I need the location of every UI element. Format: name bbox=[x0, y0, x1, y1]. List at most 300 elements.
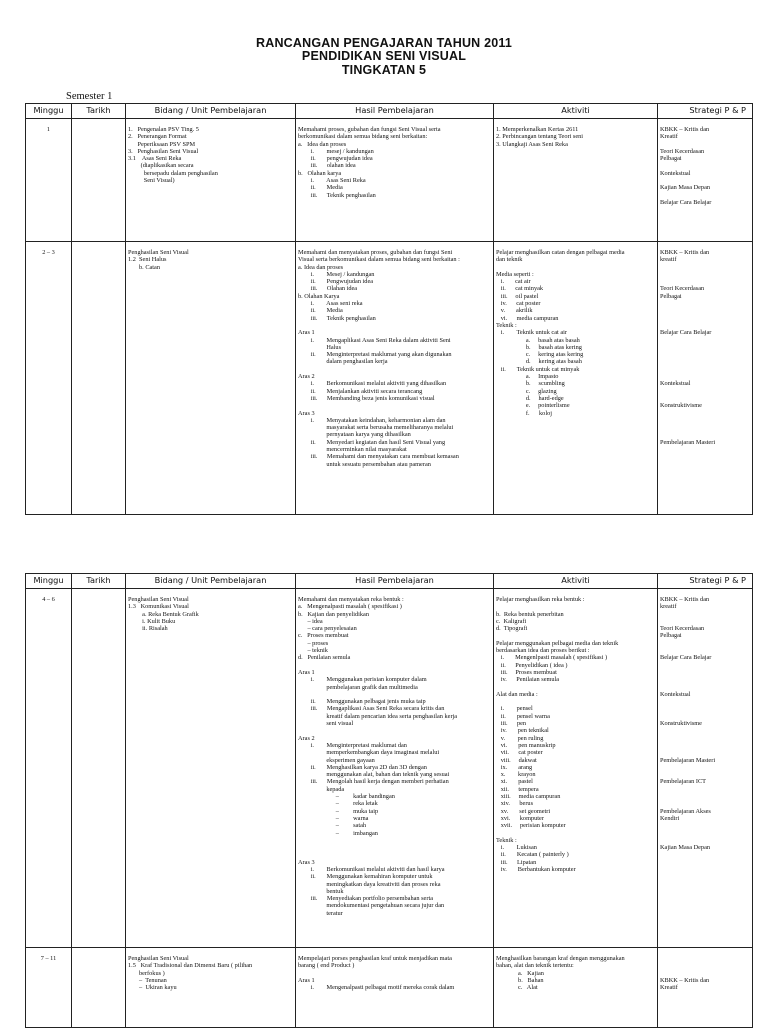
strategi-cell bbox=[658, 119, 753, 242]
text-line bbox=[660, 351, 750, 358]
text-line: eksperimen gayaan bbox=[298, 756, 375, 764]
text-line: masyarakat serta berusaha memeliharanya melalui bbox=[298, 424, 454, 432]
tarikh-cell bbox=[72, 589, 126, 948]
text-line bbox=[660, 177, 750, 184]
text-line: c. Alat bbox=[496, 984, 538, 992]
text-line: i. Asas seni reka bbox=[298, 300, 363, 308]
text-line bbox=[660, 410, 750, 417]
text-line: seni visual bbox=[298, 720, 354, 728]
text-line: Pelajar menghasilkan reka bentuk : bbox=[496, 596, 585, 603]
text-line bbox=[660, 344, 750, 351]
text-line: memperkembangkan daya imaginasi melalui bbox=[298, 749, 440, 757]
text-line bbox=[660, 358, 750, 365]
text-line: vii. cat poster bbox=[496, 749, 543, 757]
bidang-cell bbox=[126, 119, 296, 242]
text-line: Alat dan media : bbox=[496, 690, 538, 698]
text-line: a. Impasto bbox=[496, 373, 559, 381]
text-line: Kendiri bbox=[660, 814, 680, 822]
text-line: Teknik : bbox=[496, 836, 517, 844]
text-line: Memahami dan menyatakan reka bentuk : bbox=[298, 596, 404, 603]
text-line: Penghasilan Seni Visual bbox=[128, 249, 189, 256]
text-line: Memahami dan menyatakan proses, gubahan dan fungsi Seni bbox=[298, 249, 453, 256]
bidang-cell bbox=[126, 242, 296, 515]
text-line: – Ukiran kayu bbox=[128, 984, 177, 992]
text-line bbox=[298, 844, 491, 851]
text-line bbox=[660, 735, 750, 742]
text-line bbox=[660, 417, 750, 424]
text-line: Belajar Cara Belajar bbox=[660, 329, 712, 337]
hasil-cell bbox=[296, 242, 494, 515]
table-row bbox=[26, 242, 753, 515]
text-line: b. Reka bentuk penerbitan bbox=[496, 610, 564, 618]
text-line: Pelbagai bbox=[660, 155, 682, 163]
text-line: v. pen ruling bbox=[496, 734, 544, 742]
text-line bbox=[660, 713, 750, 720]
header-strategi: Strategi P & P bbox=[658, 104, 753, 119]
text-line bbox=[660, 424, 750, 431]
text-line: Pembelajaran Akses bbox=[660, 807, 711, 815]
text-line: iii. Menyediakan portfolio persembahan serta bbox=[298, 895, 433, 903]
text-line: Teori Kecerdasan bbox=[660, 285, 705, 293]
text-line: iii. Mengolah hasil kerja dengan memberi perhatian bbox=[298, 778, 449, 786]
header-tarikh: Tarikh bbox=[72, 574, 126, 589]
text-line: Kontekstual bbox=[660, 169, 691, 177]
text-line bbox=[660, 141, 750, 148]
text-line bbox=[660, 764, 750, 771]
text-line: i. Menggunakan perisian komputer dalam bbox=[298, 676, 427, 684]
text-line bbox=[660, 684, 750, 691]
text-line: Kajian Masa Depan bbox=[660, 844, 711, 852]
text-line: Seni Visual) bbox=[128, 177, 175, 185]
minggu-cell: 1 bbox=[26, 119, 72, 242]
text-line: i. Teknik untuk cat air bbox=[496, 329, 567, 337]
table-row bbox=[26, 119, 753, 242]
text-line: a. Mengenalpasti masalah ( spesifikasi ) bbox=[298, 603, 402, 611]
minggu-cell: 2 – 3 bbox=[26, 242, 72, 515]
aktiviti-cell bbox=[494, 119, 658, 242]
text-line: xiv. berus bbox=[496, 800, 534, 808]
text-line: ii. Menggunakan kemahiran komputer untuk bbox=[298, 873, 433, 881]
text-line bbox=[298, 366, 491, 373]
text-line bbox=[660, 727, 750, 734]
text-line bbox=[298, 970, 491, 977]
text-line: – muka taip bbox=[298, 807, 379, 815]
hasil-cell bbox=[296, 119, 494, 242]
text-line: Penghasilan Seni Visual bbox=[128, 955, 189, 962]
text-line: b. Olahan Karya bbox=[298, 292, 340, 300]
document-level: TINGKATAN 5 bbox=[341, 63, 427, 77]
text-line: ii. Menggunakan pelbagai jenis muka taip bbox=[298, 698, 426, 706]
text-line bbox=[660, 647, 750, 654]
text-line bbox=[660, 662, 750, 669]
text-line: i. Menyatakan keindahan, keharmonian alam dan bbox=[298, 416, 446, 424]
header-hasil: Hasil Pembelajaran bbox=[296, 104, 494, 119]
table-row bbox=[26, 589, 753, 948]
text-line: – reka letak bbox=[298, 800, 378, 808]
text-line: Pelbagai bbox=[660, 292, 682, 300]
text-line: b. Kajian dan penyelidikan bbox=[298, 610, 369, 618]
text-line: teratur bbox=[298, 909, 343, 917]
lesson-plan-table-2 bbox=[25, 573, 753, 1028]
text-line: Teori Kecerdasan bbox=[660, 625, 705, 633]
text-line: Belajar Cara Belajar bbox=[660, 654, 712, 662]
text-line: 2. Penerangan Format bbox=[128, 133, 187, 141]
strategi-cell bbox=[658, 948, 753, 1028]
text-line: Aras 3 bbox=[298, 409, 315, 417]
text-line bbox=[660, 271, 750, 278]
text-line: Kontekstual bbox=[660, 690, 691, 698]
text-line: Pembelajaran Masteri bbox=[660, 438, 716, 446]
text-line bbox=[496, 603, 655, 610]
text-line: 3.1 Asas Seni Reka bbox=[128, 155, 182, 163]
text-line: iv. Berbantukan komputer bbox=[496, 865, 576, 873]
text-line: d. Penilaian semula bbox=[298, 654, 351, 662]
text-line: vi. media campuran bbox=[496, 314, 559, 322]
text-line: kreatif bbox=[660, 603, 677, 611]
text-line: Kreatif bbox=[660, 133, 678, 141]
tarikh-cell bbox=[72, 242, 126, 515]
text-line bbox=[660, 315, 750, 322]
text-line: pembelajaran grafik dan multimedia bbox=[298, 683, 418, 691]
text-line bbox=[660, 742, 750, 749]
text-line: iii. Olahan idea bbox=[298, 285, 358, 293]
text-line: xiii. media campuran bbox=[496, 793, 561, 801]
text-line: b. scumbling bbox=[496, 380, 565, 388]
text-line bbox=[298, 837, 491, 844]
text-line: ii. cat minyak bbox=[496, 285, 544, 293]
text-line: x. krayon bbox=[496, 771, 536, 779]
text-line: 1. Memperkenalkan Kertas 2611 bbox=[496, 126, 579, 133]
text-line: a. Idea dan proses bbox=[298, 263, 344, 271]
header-hasil: Hasil Pembelajaran bbox=[296, 574, 494, 589]
text-line: – imbangan bbox=[298, 829, 378, 837]
text-line: i. Mengaplikasi Asas Seni Reka dalam aktiviti Seni bbox=[298, 336, 451, 344]
text-line: Kontekstual bbox=[660, 380, 691, 388]
text-line: bersepadu dalam penghasilan bbox=[128, 169, 218, 177]
text-line: dalam penghasilan kerja bbox=[298, 358, 388, 366]
document-title: RANCANGAN PENGAJARAN TAHUN 2011 bbox=[255, 36, 512, 50]
text-line bbox=[660, 431, 750, 438]
text-line: ii. Menyedari kegiatan dan hasil Seni Visual yang bbox=[298, 438, 446, 446]
text-line: iv. pen teknikal bbox=[496, 727, 549, 735]
text-line: – satah bbox=[298, 822, 367, 830]
text-line: b. basah atas kering bbox=[496, 343, 582, 351]
text-line: mendokumentasi pengetahuan secara jujur dan bbox=[298, 902, 445, 910]
text-line: Kreatif bbox=[660, 984, 678, 992]
text-line bbox=[660, 395, 750, 402]
document-subject: PENDIDIKAN SENI VISUAL bbox=[301, 49, 467, 63]
text-line: i. Kulit Buku bbox=[128, 617, 176, 625]
text-line bbox=[496, 830, 655, 837]
text-line: d. hard-edge bbox=[496, 394, 564, 402]
text-line: – teknik bbox=[298, 647, 328, 655]
text-line bbox=[660, 705, 750, 712]
text-line: Aras 1 bbox=[298, 668, 315, 676]
text-line bbox=[660, 793, 750, 800]
text-line: Aras 1 bbox=[298, 329, 315, 337]
text-line: 1.5 Kraf Tradisional dan Dimensi Baru ( pilihan bbox=[128, 962, 253, 970]
text-line: Penghasilan Seni Visual bbox=[128, 596, 189, 603]
text-line: kepada bbox=[298, 785, 345, 793]
header-strategi: Strategi P & P bbox=[658, 574, 753, 589]
text-line bbox=[660, 786, 750, 793]
text-line: Teori Kecerdasan bbox=[660, 147, 705, 155]
strategi-cell bbox=[658, 242, 753, 515]
text-line: i. cat air bbox=[496, 278, 531, 286]
text-line: Aras 2 bbox=[298, 373, 315, 381]
text-line: iii. pen bbox=[496, 720, 527, 728]
text-line: Pelajar menghasilkan catan dengan pelbagai media bbox=[496, 249, 625, 256]
text-line: b. Olahan karya bbox=[298, 169, 342, 177]
text-line bbox=[660, 307, 750, 314]
text-line: c. Kaligrafi bbox=[496, 617, 527, 625]
text-line: i. Asas Seni Reka bbox=[298, 177, 366, 185]
text-line: xvi. komputer bbox=[496, 814, 544, 822]
text-line: xvii. perisian komputer bbox=[496, 822, 566, 830]
text-line: KBKK – Kritis dan bbox=[660, 596, 710, 603]
text-line: untuk sesuatu persembahan atau pameran bbox=[298, 460, 431, 468]
text-line: a. Reka Bentuk Grafik bbox=[128, 610, 199, 618]
text-line: Teknik : bbox=[496, 321, 517, 329]
text-line: iii. olahan idea bbox=[298, 162, 356, 170]
text-line: 1. Pengenalan PSV Ting. 5 bbox=[128, 126, 199, 133]
text-line: Belajar Cara Belajar bbox=[660, 198, 712, 206]
text-line: pernyataan karya yang dihasilkan bbox=[298, 431, 411, 439]
text-line: i. Berkomunikasi melalui aktiviti dan hasil karya bbox=[298, 865, 445, 873]
strategi-cell bbox=[658, 589, 753, 948]
text-line bbox=[298, 322, 491, 329]
text-line: iii. Teknik penghasilan bbox=[298, 314, 376, 322]
text-line: Aras 3 bbox=[298, 858, 315, 866]
tarikh-cell bbox=[72, 948, 126, 1028]
text-line bbox=[298, 402, 491, 409]
text-line bbox=[660, 618, 750, 625]
text-line: i. Berkomunikasi melalui aktiviti yang dihasilkan bbox=[298, 380, 447, 388]
text-line bbox=[660, 676, 750, 683]
text-line bbox=[660, 162, 750, 169]
text-line bbox=[298, 662, 491, 669]
text-line: ii. Menginterpretasi maklumat yang akan digunakan bbox=[298, 351, 452, 359]
text-line: dan teknik bbox=[496, 256, 523, 264]
header-minggu: Minggu bbox=[26, 574, 72, 589]
text-line: meningkatkan daya kreativiti dan proses reka bbox=[298, 880, 441, 888]
text-line bbox=[496, 264, 655, 271]
text-line bbox=[660, 640, 750, 647]
text-line: ii. Media bbox=[298, 307, 343, 315]
text-line: – warna bbox=[298, 814, 369, 822]
text-line bbox=[298, 851, 491, 858]
text-line bbox=[660, 970, 750, 977]
text-line: c. kering atas kering bbox=[496, 351, 584, 359]
text-line bbox=[298, 727, 491, 734]
text-line: iii. Lipatan bbox=[496, 858, 537, 866]
header-minggu: Minggu bbox=[26, 104, 72, 119]
bidang-cell bbox=[126, 589, 296, 948]
text-line: KBKK – Kritis dan bbox=[660, 976, 710, 984]
text-line: xi. pastel bbox=[496, 778, 533, 786]
text-line: f. koloj bbox=[496, 409, 552, 417]
text-line: bahan, alat dan teknik tertentu: bbox=[496, 962, 574, 970]
text-line bbox=[496, 684, 655, 691]
text-line bbox=[298, 691, 491, 698]
text-line: Aras 2 bbox=[298, 734, 315, 742]
text-line bbox=[660, 955, 750, 962]
text-line: – kadar bandingan bbox=[298, 793, 395, 801]
text-line: xii. tempera bbox=[496, 785, 539, 793]
text-line: ix. arang bbox=[496, 763, 533, 771]
text-line: iv. Penilaian semula bbox=[496, 676, 560, 684]
text-line bbox=[660, 322, 750, 329]
text-line bbox=[660, 278, 750, 285]
text-line: Memahami proses, gubahan dan fungsi Seni Visual serta bbox=[298, 126, 441, 133]
minggu-cell: 4 – 6 bbox=[26, 589, 72, 948]
text-line: ii. Teknik untuk cat minyak bbox=[496, 365, 580, 373]
text-line: iii. Memahami dan menyatakan cara membuat kemasan bbox=[298, 453, 459, 461]
text-line: a. Kajian bbox=[496, 969, 544, 977]
text-line: i. Mengenlpasti masalah ( spesifikasi ) bbox=[496, 654, 608, 662]
text-line: – Tenunan bbox=[128, 976, 167, 984]
text-line: Peperiksaan PSV SPM bbox=[128, 140, 196, 148]
text-line: Pembelajaran Masteri bbox=[660, 756, 716, 764]
text-line: iii. oil pastel bbox=[496, 292, 539, 300]
text-line: (diaplikasikan secara bbox=[128, 162, 194, 170]
text-line: viii. dakwat bbox=[496, 756, 537, 764]
hasil-cell bbox=[296, 589, 494, 948]
semester-label: Semester 1 bbox=[66, 91, 113, 102]
text-line: Mempelajari porses penghasilan kraf untuk menjadikan mata bbox=[298, 955, 452, 962]
text-line bbox=[660, 611, 750, 618]
text-line: e. pointerlisme bbox=[496, 402, 570, 410]
table-row bbox=[26, 948, 753, 1028]
text-line bbox=[660, 264, 750, 271]
text-line bbox=[660, 800, 750, 807]
aktiviti-cell bbox=[494, 242, 658, 515]
text-line: ii. Penyelidikan ( idea ) bbox=[496, 661, 568, 669]
text-line: vi. pen manuskrip bbox=[496, 741, 556, 749]
text-line: iii. Teknik penghasilan bbox=[298, 191, 376, 199]
text-line: Kajian Masa Depan bbox=[660, 184, 711, 192]
text-line bbox=[660, 373, 750, 380]
text-line: i. Mengenalpasti pelbagai motif mereka corak dalam bbox=[298, 984, 455, 992]
text-line: Halus bbox=[298, 343, 342, 351]
aktiviti-cell bbox=[494, 948, 658, 1028]
text-line: i. Menginterpretasi maklumat dan bbox=[298, 741, 407, 749]
text-line: kreatif dalam pencarian idea serta penghasilan kerja bbox=[298, 712, 458, 720]
text-line: barang ( end Product ) bbox=[298, 962, 355, 970]
text-line: Konstruktivisme bbox=[660, 720, 702, 728]
text-line bbox=[496, 698, 655, 705]
text-line: iii. Mengaplikasi Asas Seni Reka secara kritis dan bbox=[298, 705, 445, 713]
text-line: berkomunikasi dalam semua bidang seni berkaitan: bbox=[298, 133, 428, 141]
text-line: mencerminkan nilai masyarakat bbox=[298, 446, 407, 454]
text-line bbox=[660, 822, 750, 829]
text-line: ii. Kecatan ( painterly ) bbox=[496, 851, 569, 859]
header-bidang: Bidang / Unit Pembelajaran bbox=[126, 574, 296, 589]
text-line: 1.3 Komunikasi Visual bbox=[128, 603, 189, 611]
text-line bbox=[660, 749, 750, 756]
text-line: i. Mesej / kandungan bbox=[298, 270, 375, 278]
text-line bbox=[660, 771, 750, 778]
header-bidang: Bidang / Unit Pembelajaran bbox=[126, 104, 296, 119]
tarikh-cell bbox=[72, 119, 126, 242]
text-line bbox=[660, 962, 750, 969]
text-line: i. mesej / kandungan bbox=[298, 147, 374, 155]
hasil-cell bbox=[296, 948, 494, 1028]
text-line: Media seperti : bbox=[496, 270, 534, 278]
text-line: d. kering atas basah bbox=[496, 358, 582, 366]
text-line bbox=[660, 837, 750, 844]
text-line: Pelajar menggunakan pelbagai media dan teknik bbox=[496, 639, 619, 647]
text-line bbox=[660, 830, 750, 837]
text-line bbox=[660, 388, 750, 395]
text-line bbox=[660, 337, 750, 344]
text-line: b. Bahan bbox=[496, 976, 544, 984]
text-line bbox=[660, 192, 750, 199]
text-line bbox=[660, 698, 750, 705]
text-line: Visual serta berkomunikasi dalam semua bidang seni berkaitan : bbox=[298, 256, 460, 264]
text-line: – idea bbox=[298, 617, 323, 625]
table-header-row bbox=[26, 574, 753, 589]
text-line bbox=[496, 632, 655, 639]
text-line: ii. Menghasilkan karya 2D dan 3D dengan bbox=[298, 763, 427, 771]
text-line: iv. cat poster bbox=[496, 300, 541, 308]
text-line: Konstruktivisme bbox=[660, 402, 702, 410]
text-line: ii. pensel warna bbox=[496, 712, 550, 720]
text-line: iii. Proses membuat bbox=[496, 668, 557, 676]
text-line: a. Idea dan proses bbox=[298, 140, 347, 148]
text-line: Pembelajaran ICT bbox=[660, 778, 706, 786]
text-line: berdasarkan idea dan proses berikut : bbox=[496, 647, 590, 655]
text-line: ii. Risalah bbox=[128, 625, 168, 633]
text-line: Pelbagai bbox=[660, 632, 682, 640]
text-line: d. Tipografi bbox=[496, 625, 528, 633]
text-line: v. akrilik bbox=[496, 307, 533, 315]
text-line bbox=[660, 366, 750, 373]
text-line: 3. Ulangkaji Asas Seni Reka bbox=[496, 140, 568, 148]
text-line: berfokus ) bbox=[128, 969, 165, 977]
bidang-cell bbox=[126, 948, 296, 1028]
text-line: kreatif bbox=[660, 256, 677, 264]
header-aktiviti: Aktiviti bbox=[494, 574, 658, 589]
text-line: – proses bbox=[298, 639, 329, 647]
text-line: bentuk bbox=[298, 887, 344, 895]
text-line: – cara penyelesaian bbox=[298, 625, 357, 633]
text-line: menggunakan alat, bahan dan teknik yang sesuai bbox=[298, 771, 450, 779]
table-header-row bbox=[26, 104, 753, 119]
text-line: xv. set geometri bbox=[496, 807, 551, 815]
aktiviti-cell bbox=[494, 589, 658, 948]
text-line: 1.2 Seni Halus bbox=[128, 256, 167, 264]
text-line: Menghasilkan barangan kraf dengan menggunakan bbox=[496, 955, 625, 962]
minggu-cell: 7 – 11 bbox=[26, 948, 72, 1028]
text-line: 2. Perbincangan tentang Teori seni bbox=[496, 133, 584, 141]
text-line bbox=[660, 669, 750, 676]
text-line: i. Lukisan bbox=[496, 844, 537, 852]
text-line: i. pensel bbox=[496, 705, 533, 713]
header-tarikh: Tarikh bbox=[72, 104, 126, 119]
text-line: ii. pengwujudan idea bbox=[298, 155, 373, 163]
text-line: KBKK – Kritis dan bbox=[660, 126, 710, 133]
text-line: 3. Penghasilan Seni Visual bbox=[128, 147, 199, 155]
text-line: Aras 1 bbox=[298, 976, 315, 984]
text-line: KBKK – Kritis dan bbox=[660, 249, 710, 256]
text-line: ii. Pengwujudan idea bbox=[298, 278, 374, 286]
text-line: ii. Menjalankan aktiviti secara terancang bbox=[298, 387, 423, 395]
text-line bbox=[660, 300, 750, 307]
text-line: ii. Media bbox=[298, 184, 343, 192]
text-line: b. Catan bbox=[128, 263, 161, 271]
header-aktiviti: Aktiviti bbox=[494, 104, 658, 119]
